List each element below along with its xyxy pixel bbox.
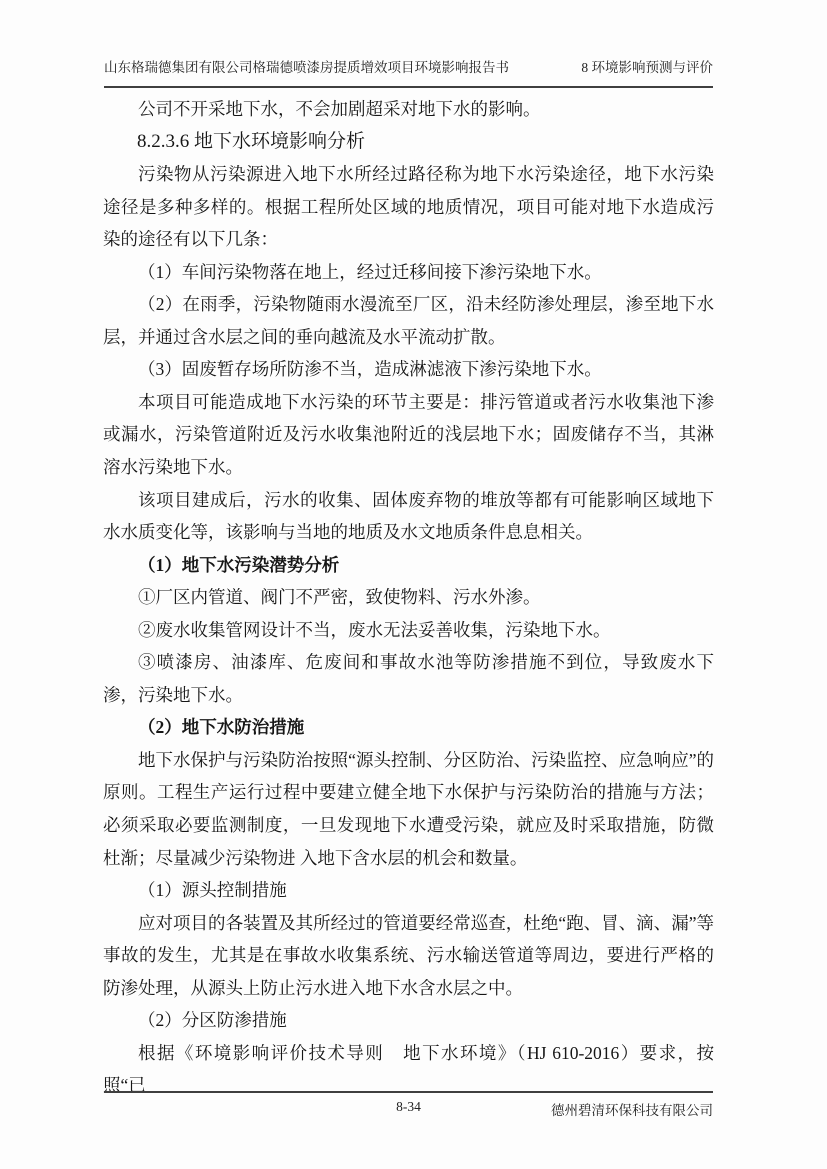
paragraph: 公司不开采地下水，不会加剧超采对地下水的影响。 xyxy=(138,99,541,119)
subsection-heading: （2）地下水防治措施 xyxy=(138,717,305,738)
list-item: ②废水收集管网设计不当，废水无法妥善收集，污染地下水。 xyxy=(138,619,611,640)
subsection-heading: （1）地下水污染潜势分析 xyxy=(138,554,340,575)
paragraph: 本项目可能造成地下水污染的环节主要是：排污管道或者污水收集池下渗或漏水，污染管道附近及污水收集池附近的浅层地下水；固废储存不当，其淋溶水污染地下水。 xyxy=(103,391,714,478)
paragraph: 该项目建成后，污水的收集、固体废弃物的堆放等都有可能影响区域地下水水质变化等，该影响与当地的地质及水文地质条件息息相关。 xyxy=(103,489,714,543)
sub-item-heading: （1）源头控制措施 xyxy=(138,880,287,901)
section-heading: 8.2.3.6 地下水环境影响分析 xyxy=(137,130,366,152)
footer-company-name: 德州碧清环保科技有限公司 xyxy=(551,1103,713,1118)
list-item: （1）车间污染物落在地上，经过迁移间接下渗污染地下水。 xyxy=(138,261,602,282)
paragraph: 根据《环境影响评价技术导则 地下水环境》（HJ 610-2016）要求，按照“已 xyxy=(103,1042,714,1096)
list-item: ③喷漆房、油漆库、危废间和事故水池等防渗措施不到位，导致废水下渗，污染地下水。 xyxy=(103,652,714,705)
paragraph: 地下水保护与污染防治按照“源头控制、分区防治、污染监控、应急响应”的原则。工程生产运行过程中要建立健全地下水保护与污染防治的措施与方法；必须采取必要监测制度，一旦发现地下水遭受污染，就应及时采取措施，防微杜渐；尽量减少污染物进 入地下含水层的机会和数量。 xyxy=(103,749,714,868)
page-footer xyxy=(104,1091,713,1123)
list-item: ①厂区内管道、阀门不严密，致使物料、污水外渗。 xyxy=(138,587,541,608)
list-item: （2）在雨季，污染物随雨水漫流至厂区，沿未经防渗处理层，渗至地下水层，并通过含水层之间的垂向越流及水平流动扩散。 xyxy=(103,294,714,347)
page-number: 8-34 xyxy=(396,1099,421,1114)
list-item: （3）固废暂存场所防渗不当，造成淋滤液下渗污染地下水。 xyxy=(138,359,602,380)
header-document-title: 山东格瑞德集团有限公司格瑞德喷漆房提质增效项目环境影响报告书 xyxy=(104,60,509,75)
paragraph: 污染物从污染源进入地下水所经过路径称为地下水污染途径，地下水污染途径是多种多样的。根据工程所处区域的地质情况，项目可能对地下水造成污染的途径有以下几条： xyxy=(103,164,714,250)
header-chapter-title: 8 环境影响预测与评价 xyxy=(581,60,713,75)
paragraph: 应对项目的各装置及其所经过的管道要经常巡查，杜绝“跑、冒、滴、漏”等事故的发生，尤其是在事故水收集系统、污水输送管道等周边，要进行严格的防渗处理，从源头上防止污水进入地下水含水层之中。 xyxy=(103,912,714,998)
document-body xyxy=(103,93,714,1102)
sub-item-heading: （2）分区防渗措施 xyxy=(138,1010,287,1031)
page-header xyxy=(104,58,713,88)
